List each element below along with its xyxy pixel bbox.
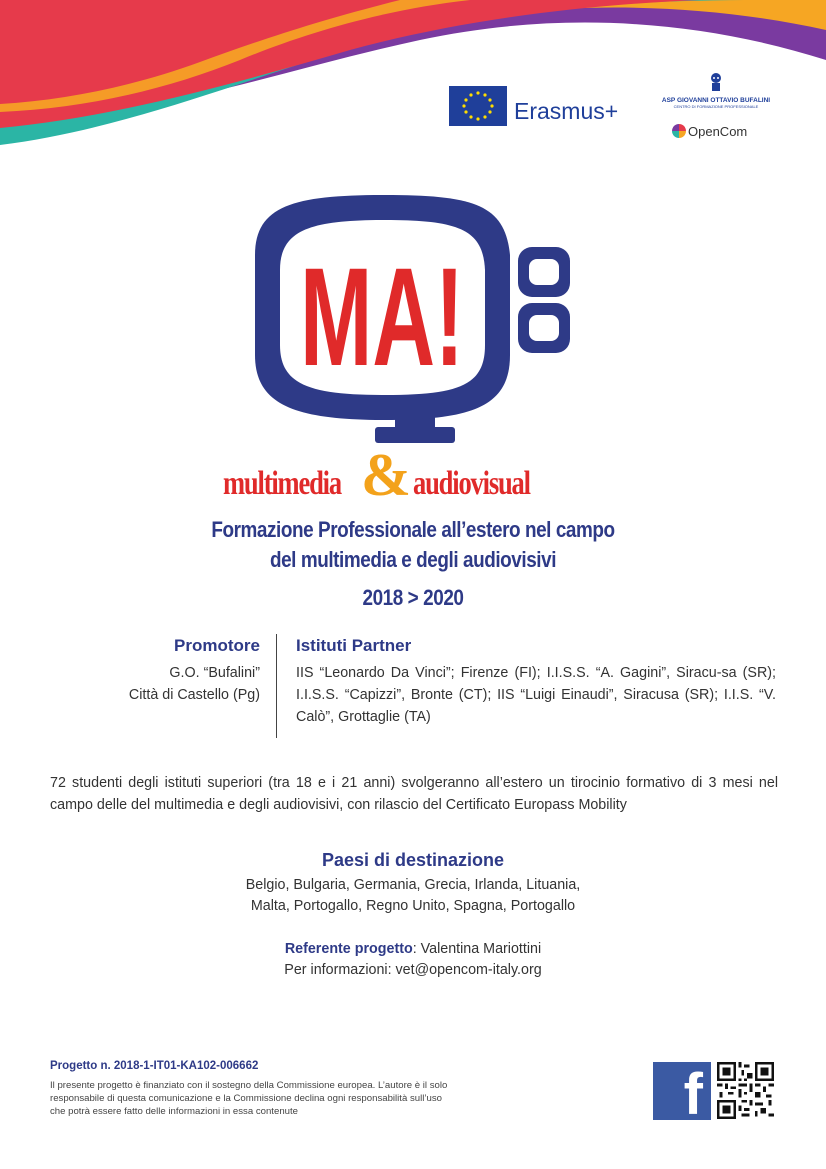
disclaimer-line2: responsabile di questa comunicazione e la Commissione declina ogni responsabilità sull’uso [50, 1093, 442, 1104]
subtitle-line2: del multimedia e degli audiovisivi [269, 547, 557, 572]
logo-title: MA! [300, 238, 464, 396]
logo-ampersand: & [361, 442, 411, 508]
facebook-letter: f [683, 1062, 703, 1127]
promotore-heading: Promotore [174, 636, 260, 655]
facebook-icon[interactable] [653, 1062, 711, 1127]
opencom-icon [672, 124, 686, 138]
logo-multimedia: multimedia [223, 465, 341, 502]
promotore-line2: Città di Castello (Pg) [128, 687, 260, 703]
promotore-line1: G.O. “Bufalini” [169, 665, 260, 681]
subtitle-line1: Formazione Professionale all’estero nel campo [211, 517, 615, 542]
asp-bufalini-logo [660, 72, 772, 109]
opencom-label: OpenCom [688, 124, 748, 139]
destinazioni-heading: Paesi di destinazione [321, 850, 505, 870]
referente-line [100, 938, 726, 960]
disclaimer-line3: che potrà essere fatto delle informazioni in essa contenute [50, 1106, 298, 1117]
logo-audiovisual: audiovisual [413, 465, 530, 502]
destinazioni-line1: Belgio, Bulgaria, Germania, Grecia, Irlanda, Lituania, [245, 877, 581, 893]
project-number: Progetto n. 2018-1-IT01-KA102-006662 [50, 1060, 259, 1072]
asp-name: ASP GIOVANNI OTTAVIO BUFALINI [661, 97, 771, 104]
partner-text: IIS “Leonardo Da Vinci”; Firenze (FI); I.I.S.S. “A. Gagini”, Siracu-sa (SR); I.I.S.S. “Capizzi”, Bronte (CT); IIS “Luigi Einaudi”, Siracusa (SR); I.I.S. “V. Calò”, Grottaglie (TA) [296, 665, 776, 725]
info-line: Per informazioni: vet@opencom-italy.org [284, 962, 542, 978]
column-divider [276, 634, 277, 738]
partner-heading: Istituti Partner [296, 636, 412, 655]
partner-section [296, 636, 776, 728]
referente-name: : Valentina Mariottini [412, 941, 542, 957]
disclaimer-line1: Il presente progetto è finanziato con il sostegno della Commissione europea. L’autore è il solo [50, 1080, 448, 1091]
eu-flag-icon [449, 86, 507, 126]
promotore-section [90, 636, 260, 706]
bufalini-emblem-icon [707, 72, 725, 92]
subtitle-years: 2018 > 2020 [362, 585, 464, 610]
qr-code-icon[interactable] [717, 1062, 774, 1119]
referente-label: Referente progetto [284, 941, 413, 957]
erasmus-logo-text: Erasmus+ [514, 98, 619, 124]
opencom-logo [672, 124, 747, 139]
logo-wordmark [223, 442, 595, 508]
asp-subtitle: CENTRO DI FORMAZIONE PROFESSIONALE [673, 104, 759, 109]
tv-logo [235, 195, 595, 455]
disclaimer [50, 1079, 590, 1118]
destinazioni-line2: Malta, Portogallo, Regno Unito, Spagna, Portogallo [250, 898, 576, 914]
description-text: 72 studenti degli istituti superiori (tra 18 e i 21 anni) svolgeranno all’estero un tirocinio formativo di 3 mesi nel campo delle del multimedia e degli audiovisivi, con rilascio del Certificato Europass Mobility [50, 775, 778, 813]
